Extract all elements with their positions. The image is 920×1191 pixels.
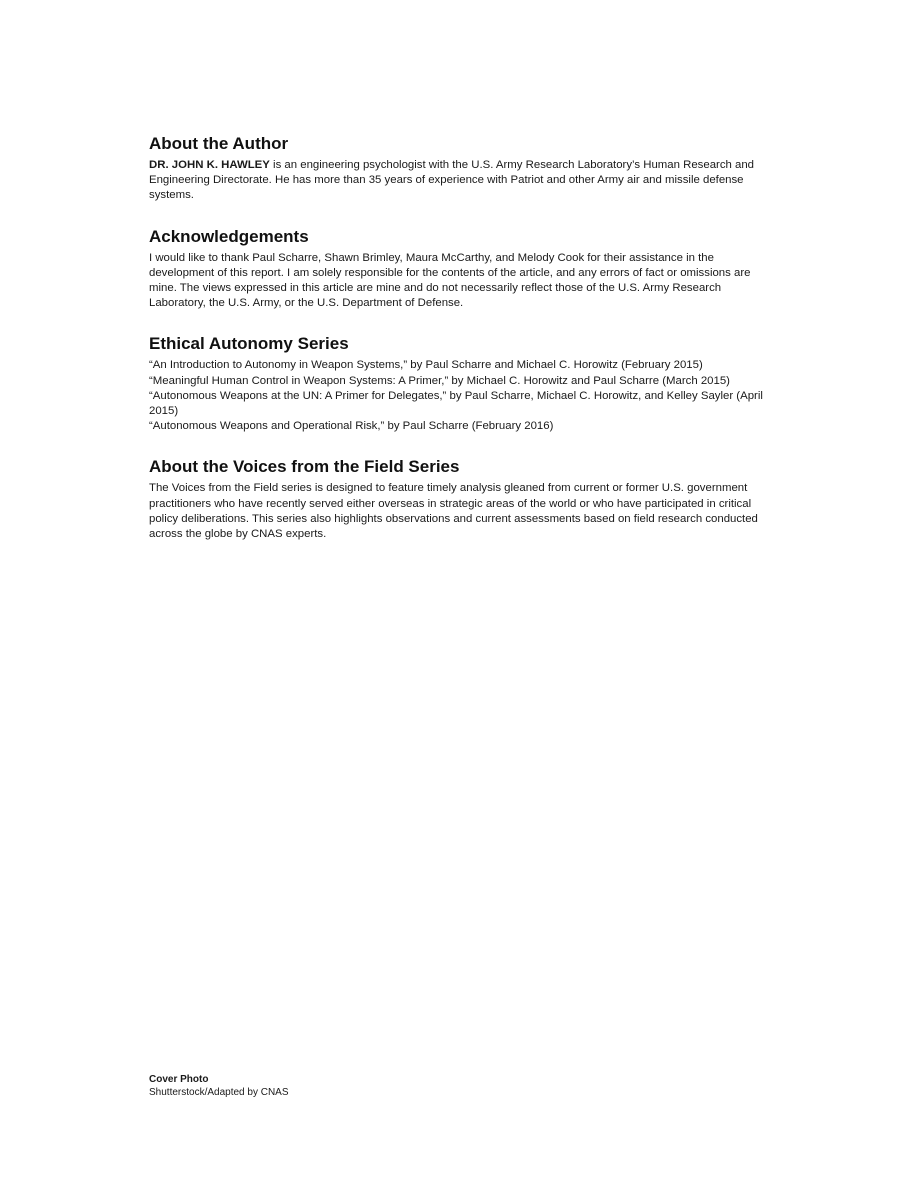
series-item: “Autonomous Weapons and Operational Risk,” by Paul Scharre (February 2016) (149, 420, 554, 433)
about-author-text (149, 158, 774, 204)
series-item: “Meaningful Human Control in Weapon Systems: A Primer,” by Michael C. Horowitz and Paul Scharre (March 2015) (149, 374, 730, 387)
voices-series-heading: About the Voices from the Field Series (149, 457, 460, 477)
cover-photo-source: Shutterstock/Adapted by CNAS (149, 1087, 289, 1098)
about-author-heading: About the Author (149, 134, 289, 153)
author-bio: is an engineering psychologist with the U.S. Army Research Laboratory’s Human Research and Engineering Directorate. He has more than 35 years of experience with Patriot and other Army air and missile defense systems. (149, 159, 755, 202)
cover-photo-label: Cover Photo (149, 1074, 209, 1085)
author-name: DR. JOHN K. HAWLEY (149, 159, 270, 171)
series-list (149, 358, 774, 434)
series-item: “An Introduction to Autonomy in Weapon Systems,” by Paul Scharre and Michael C. Horowitz (February 2015) (149, 359, 703, 372)
acknowledgements-text: I would like to thank Paul Scharre, Shawn Brimley, Maura McCarthy, and Melody Cook for their assistance in the development of this report. I am solely responsible for the contents of the article, and any errors of fact or omissions are mine. The views expressed in this article are mine and do not necessarily reflect those of the U.S. Army Research Laboratory, the U.S. Army, or the U.S. Department of Defense. (149, 251, 751, 310)
acknowledgements-section (149, 226, 774, 312)
ethical-autonomy-series-heading: Ethical Autonomy Series (149, 334, 349, 354)
page-content (149, 133, 774, 564)
cover-photo-credit (149, 1073, 289, 1099)
ethical-autonomy-series-section (149, 333, 774, 434)
acknowledgements-heading: Acknowledgements (149, 226, 309, 246)
series-item: “Autonomous Weapons at the UN: A Primer for Delegates,” by Paul Scharre, Michael C. Horowitz, and Kelley Sayler (April 2015) (149, 389, 763, 418)
voices-series-section (149, 456, 774, 542)
voices-series-text: The Voices from the Field series is designed to feature timely analysis gleaned from current or former U.S. government practitioners who have recently served either overseas in strategic areas of the world or who have participated in critical policy deliberations. This series also highlights observations and current assessments based on field research conducted across the globe by CNAS experts. (149, 482, 758, 541)
about-author-section (149, 133, 774, 204)
